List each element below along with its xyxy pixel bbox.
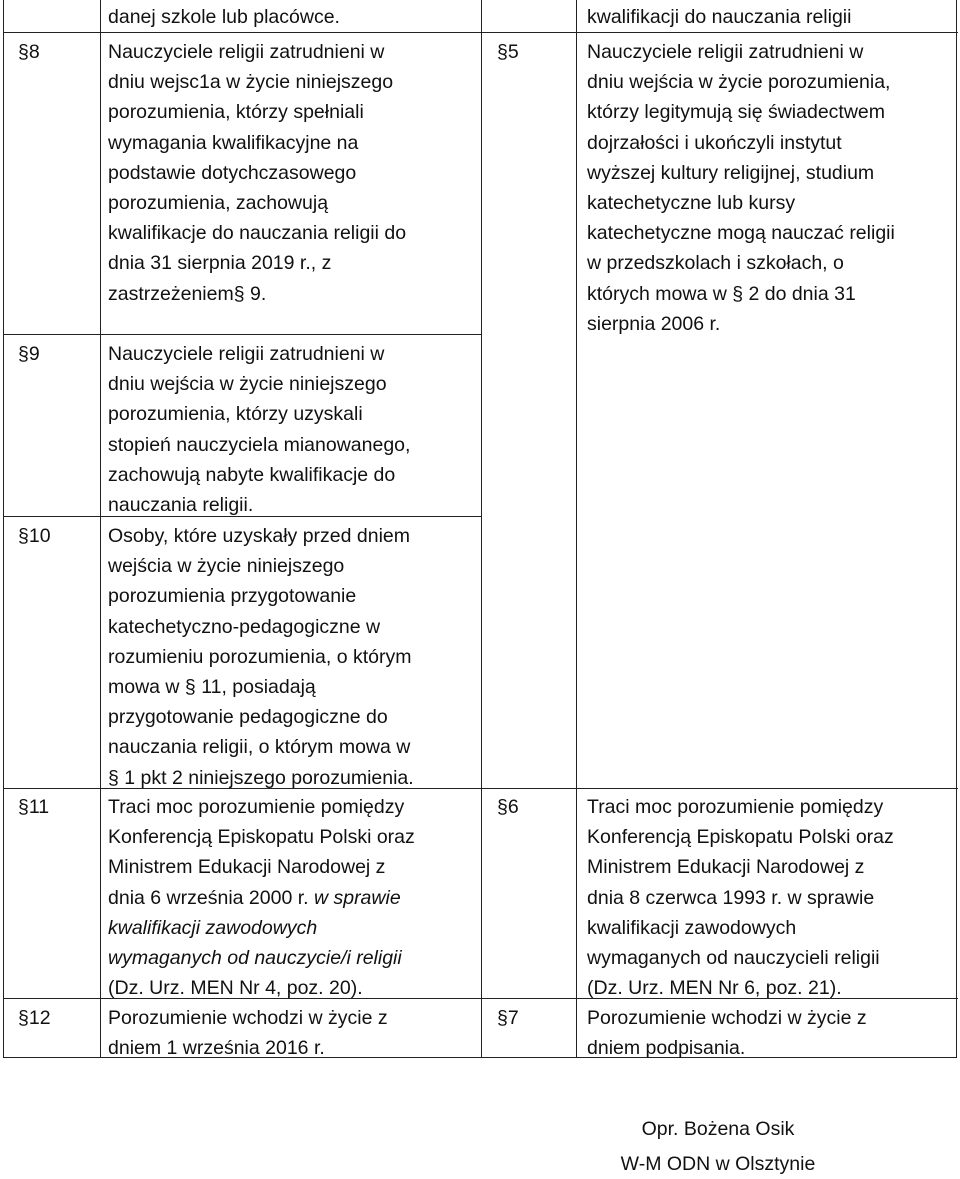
section-number: §8 — [18, 41, 40, 63]
column-divider — [481, 0, 482, 1057]
section-text-tail: (Dz. Urz. MEN Nr 4, poz. 20). — [108, 977, 363, 1000]
section-text: Porozumienie wchodzi w życie z dniem podpisania. — [587, 1007, 867, 1060]
footer-organization: W-M ODN w Olsztynie — [620, 1153, 816, 1175]
section-number: §11 — [18, 796, 50, 818]
row-divider — [481, 788, 958, 789]
section-text: Traci moc porozumienie pomiędzy Konferencją Episkopatu Polski oraz Ministrem Edukacji Narodowej z dnia 8 czerwca 1993 r. w sprawie kwalifikacji zawodowych wymaganych od nauczycieli religii (Dz. Urz. MEN Nr 6, poz. 21). — [587, 796, 894, 1000]
section-number: §7 — [497, 1007, 519, 1029]
section-text — [108, 792, 415, 1003]
footer-author: Opr. Bożena Osik — [641, 1118, 795, 1140]
left-top-continuation: danej szkole lub placówce. — [108, 6, 340, 28]
section-number: §10 — [18, 525, 51, 547]
row-divider — [4, 334, 481, 335]
section-text: Nauczyciele religii zatrudnieni w dniu wejścia w życie porozumienia, którzy legitymują się świadectwem dojrzałości i ukończyli instytut wyższej kultury religijnej, studium katechetyczne lub kursy katechetyczne mogą nauczać religii w przedszkolach i szkołach, o których mowa w § 2 do dnia 31 sierpnia 2006 r. — [587, 41, 895, 335]
section-number: §6 — [497, 796, 519, 818]
section-number: §9 — [18, 343, 40, 365]
section-number: §12 — [18, 1007, 51, 1029]
section-text: Porozumienie wchodzi w życie z dniem 1 września 2016 r. — [108, 1007, 388, 1060]
section-text-plain: Traci moc porozumienie pomiędzy Konferencją Episkopatu Polski oraz Ministrem Edukacji Narodowej z dnia 6 września 2000 r. — [108, 796, 415, 909]
section-text: Nauczyciele religii zatrudnieni w dniu wejścia w życie niniejszego porozumienia, którzy uzyskali stopień nauczyciela mianowanego, zachowują nabyte kwalifikacje do nauczania religii. — [108, 343, 411, 517]
section-text: Nauczyciele religii zatrudnieni w dniu wejsc1a w życie niniejszego porozumienia, którzy spełniali wymagania kwalifikacyjne na podstawie dotychczasowego porozumienia, zachowują kwalifikacje do nauczania religii do dnia 31 sierpnia 2019 r., z zastrzeżeniem§ 9. — [108, 41, 407, 305]
right-top-continuation: kwalifikacji do nauczania religii — [587, 6, 852, 28]
section-number: §5 — [497, 41, 519, 63]
section-text: Osoby, które uzyskały przed dniem wejścia w życie niniejszego porozumienia przygotowanie katechetyczno-pedagogiczne w rozumieniu porozumienia, o którym mowa w § 11, posiadają przygotowanie pedagogiczne do nauczania religii, o którym mowa w § 1 pkt 2 niniejszego porozumienia. — [108, 525, 414, 789]
column-divider — [576, 0, 577, 1057]
section-text-italic: w sprawie kwalifikacji zawodowych wymaganych od nauczycie/i religii — [108, 886, 402, 970]
column-divider — [100, 0, 101, 1057]
